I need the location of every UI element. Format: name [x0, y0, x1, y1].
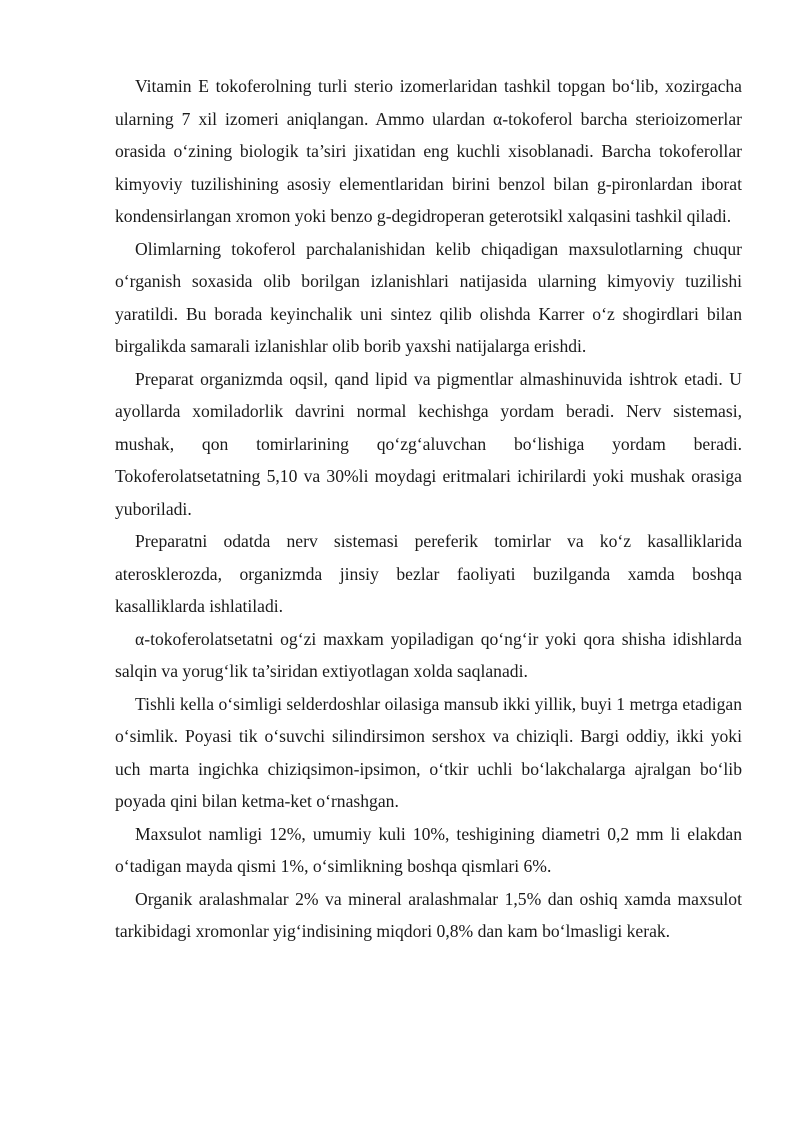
document-page	[115, 70, 742, 948]
paragraph-storage: α-tokoferolatsetatni og‘zi maxkam yopiladigan qo‘ng‘ir yoki qora shisha idishlarda salqin va yorug‘lik ta’siridan extiyotlagan xolda saqlanadi.	[115, 628, 742, 681]
paragraph-tokoferol-research: Olimlarning tokoferol parchalanishidan kelib chiqadigan maxsulotlarning chuqur o‘rganish soxasida olib borilgan izlanishlari natijasida ularning kimyoviy tuzilishi yaratildi. Bu borada keyinchalik uni sintez qilib olishda Karrer o‘z shogirdlari bilan birgalikda samarali izlanishlar olib borib yaxshi natijalarga erishdi.	[115, 238, 742, 356]
paragraph-vitamin-e-isomers: Vitamin E tokoferolning turli sterio izomerlaridan tashkil topgan bo‘lib, xozirgacha ularning 7 xil izomeri aniqlangan. Ammo ulardan α-tokoferol barcha sterioizomerlar orasida o‘zining biologik ta’siri jixatidan eng kuchli xisoblanadi. Barcha tokoferollar kimyoviy tuzilishining asosiy elementlaridan birini benzol bilan g-pironlardan iborat kondensirlangan xromon yoki benzo g-degidroperan geterotsikl xalqasini tashkil qiladi.	[115, 76, 742, 226]
paragraph-preparat-effects: Preparat organizmda oqsil, qand lipid va pigmentlar almashinuvida ishtrok etadi. U ayollarda xomiladorlik davrini normal kechishga yordam beradi. Nerv sistemasi, mushak, qon tomirlarining qo‘zg‘aluvchan bo‘lishiga yordam beradi. Tokoferolatsetatning 5,10 va 30%li moydagi eritmalari ichirilardi yoki mushak orasiga yuboriladi.	[115, 368, 742, 519]
paragraph-product-moisture: Maxsulot namligi 12%, umumiy kuli 10%, teshigining diametri 0,2 mm li elakdan o‘tadigan mayda qismi 1%, o‘simlikning boshqa qismlari 6%.	[115, 823, 742, 876]
paragraph-impurities: Organik aralashmalar 2% va mineral aralashmalar 1,5% dan oshiq xamda maxsulot tarkibidagi xromonlar yig‘indisining miqdori 0,8% dan kam bo‘lmasligi kerak.	[115, 888, 742, 941]
paragraph-plant-description: Tishli kella o‘simligi selderdoshlar oilasiga mansub ikki yillik, buyi 1 metrga etadigan o‘simlik. Poyasi tik o‘suvchi silindirsimon sershox va chiziqli. Bargi oddiy, ikki yoki uch marta ingichka chiziqsimon-ipsimon, o‘tkir uchli bo‘lakchalarga ajralgan bo‘lib poyada qini bilan ketma-ket o‘rnashgan.	[115, 693, 742, 811]
paragraph-preparat-usage: Preparatni odatda nerv sistemasi pereferik tomirlar va ko‘z kasalliklarida aterosklerozda, organizmda jinsiy bezlar faoliyati buzilganda xamda boshqa kasalliklarda ishlatiladi.	[115, 531, 742, 616]
